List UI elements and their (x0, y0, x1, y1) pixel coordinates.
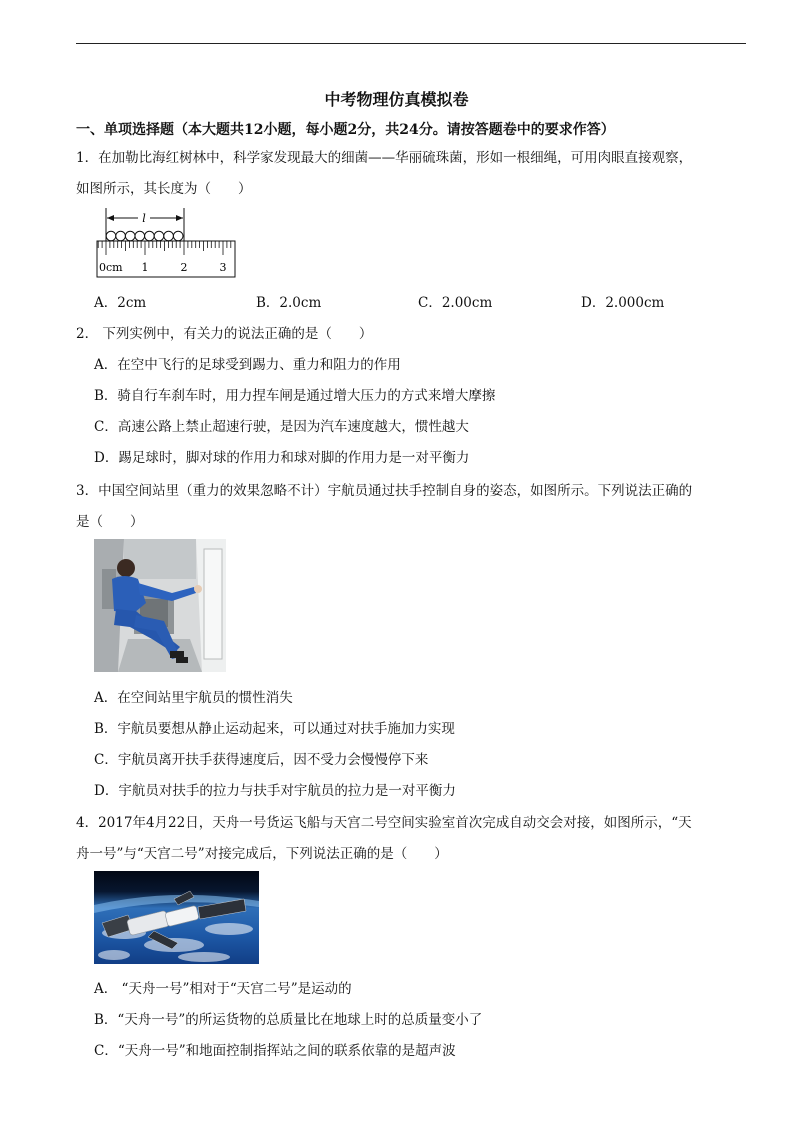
q1-option-d: D．2.000cm (581, 295, 665, 311)
ruler-tick-2: 2 (180, 261, 188, 274)
q1-stem-line1: 1．在加勒比海红树林中，科学家发现最大的细菌——华丽硫珠菌，形如一根细绳，可用肉眼直接观察， (76, 150, 693, 166)
ruler-tick-3: 3 (219, 261, 227, 274)
q4-option-c: C．“天舟一号”和地面控制指挥站之间的联系依靠的是超声波 (94, 1043, 456, 1059)
header-rule (76, 43, 746, 44)
q1-option-a: A．2cm (94, 295, 147, 311)
q2-option-c: C．高速公路上禁止超速行驶，是因为汽车速度越大，惯性越大 (94, 419, 469, 435)
q3-option-a: A．在空间站里宇航员的惯性消失 (94, 690, 293, 706)
q2-option-a: A．在空中飞行的足球受到踢力、重力和阻力的作用 (94, 357, 401, 373)
q1-stem-line2: 如图所示，其长度为（ ） (76, 181, 252, 197)
q4-option-a: A． “天舟一号”相对于“天宫二号”是运动的 (94, 981, 352, 997)
section-heading: 一、单项选择题（本大题共12小题，每小题2分，共24分。请按答题卷中的要求作答） (76, 122, 615, 138)
q1-option-c: C．2.00cm (418, 295, 493, 311)
q3-stem-line2: 是（ ） (76, 514, 144, 530)
ruler-figure (94, 204, 240, 280)
q3-option-c: C．宇航员离开扶手获得速度后，因不受力会慢慢停下来 (94, 752, 429, 768)
spacecraft-docking-photo-icon (94, 871, 259, 964)
ruler-unit-label: 0cm (99, 261, 123, 274)
q4-stem-line2: 舟一号”与“天宫二号”对接完成后，下列说法正确的是（ ） (76, 846, 448, 862)
length-label: l (142, 212, 146, 225)
q4-stem-line1: 4．2017年4月22日，天舟一号货运飞船与天宫二号空间实验室首次完成自动交会对接，如图所示，“天 (76, 815, 692, 831)
astronaut-photo-icon (94, 539, 226, 672)
q3-stem-line1: 3．中国空间站里（重力的效果忽略不计）宇航员通过扶手控制自身的姿态，如图所示。下列说法正确的 (76, 483, 693, 499)
q3-option-d: D．宇航员对扶手的拉力与扶手对宇航员的拉力是一对平衡力 (94, 783, 456, 799)
q2-option-d: D．踢足球时，脚对球的作用力和球对脚的作用力是一对平衡力 (94, 450, 470, 466)
q2-stem: 2． 下列实例中，有关力的说法正确的是（ ） (76, 326, 373, 342)
q1-option-b: B．2.0cm (256, 295, 322, 311)
q4-option-b: B．“天舟一号”的所运货物的总质量比在地球上时的总质量变小了 (94, 1012, 483, 1028)
q2-option-b: B．骑自行车刹车时，用力捏车闸是通过增大压力的方式来增大摩擦 (94, 388, 496, 404)
page-title: 中考物理仿真模拟卷 (324, 90, 469, 109)
ruler-tick-1: 1 (141, 261, 149, 274)
q3-option-b: B．宇航员要想从静止运动起来，可以通过对扶手施加力实现 (94, 721, 455, 737)
